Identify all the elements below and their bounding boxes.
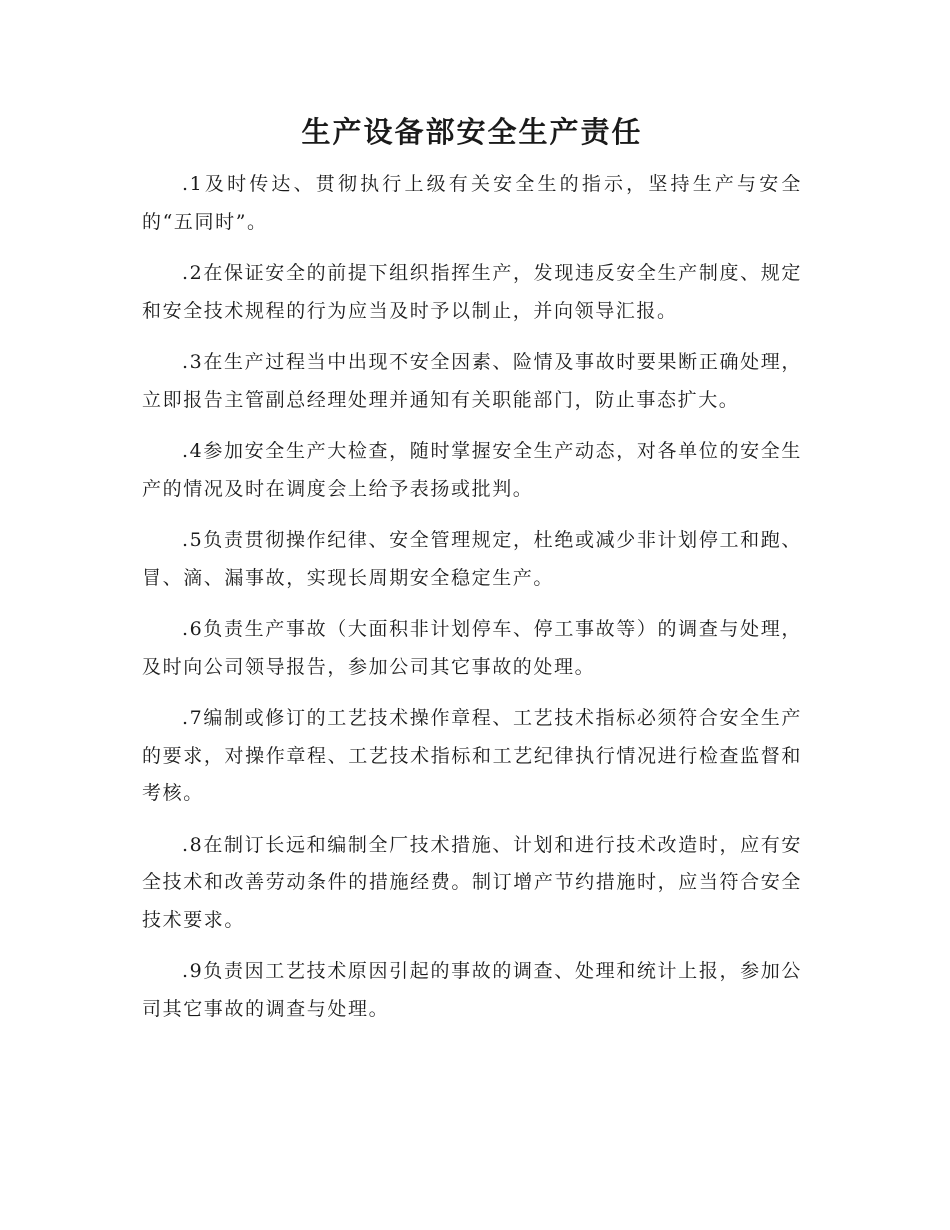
clause-6: .6负责生产事故（大面积非计划停车、停工事故等）的调查与处理，及时向公司领导报告，参加公司其它事故的处理。 <box>142 618 802 678</box>
clause-3: .3在生产过程当中出现不安全因素、险情及事故时要果断正确处理，立即报告主管副总经理处理并通知有关职能部门，防止事态扩大。 <box>142 351 802 411</box>
clause-2: .2在保证安全的前提下组织指挥生产，发现违反安全生产制度、规定和安全技术规程的行为应当及时予以制止，并向领导汇报。 <box>142 262 802 322</box>
document-title: 生产设备部安全生产责任 <box>301 115 643 149</box>
clause-4: .4参加安全生产大检查，随时掌握安全生产动态，对各单位的安全生产的情况及时在调度会上给予表扬或批判。 <box>142 440 802 500</box>
document-page <box>142 110 802 1042</box>
clause-9: .9负责因工艺技术原因引起的事故的调查、处理和统计上报，参加公司其它事故的调查与处理。 <box>142 960 802 1020</box>
clause-8: .8在制订长远和编制全厂技术措施、计划和进行技术改造时，应有安全技术和改善劳动条件的措施经费。制订增产节约措施时，应当符合安全技术要求。 <box>142 833 802 931</box>
clause-1: .1及时传达、贯彻执行上级有关安全生的指示，坚持生产与安全的“五同时”。 <box>142 173 802 233</box>
clause-7: .7编制或修订的工艺技术操作章程、工艺技术指标必须符合安全生产的要求，对操作章程、工艺技术指标和工艺纪律执行情况进行检查监督和考核。 <box>142 707 802 804</box>
clause-5: .5负责贯彻操作纪律、安全管理规定，杜绝或减少非计划停工和跑、冒、滴、漏事故，实现长周期安全稳定生产。 <box>142 529 802 589</box>
